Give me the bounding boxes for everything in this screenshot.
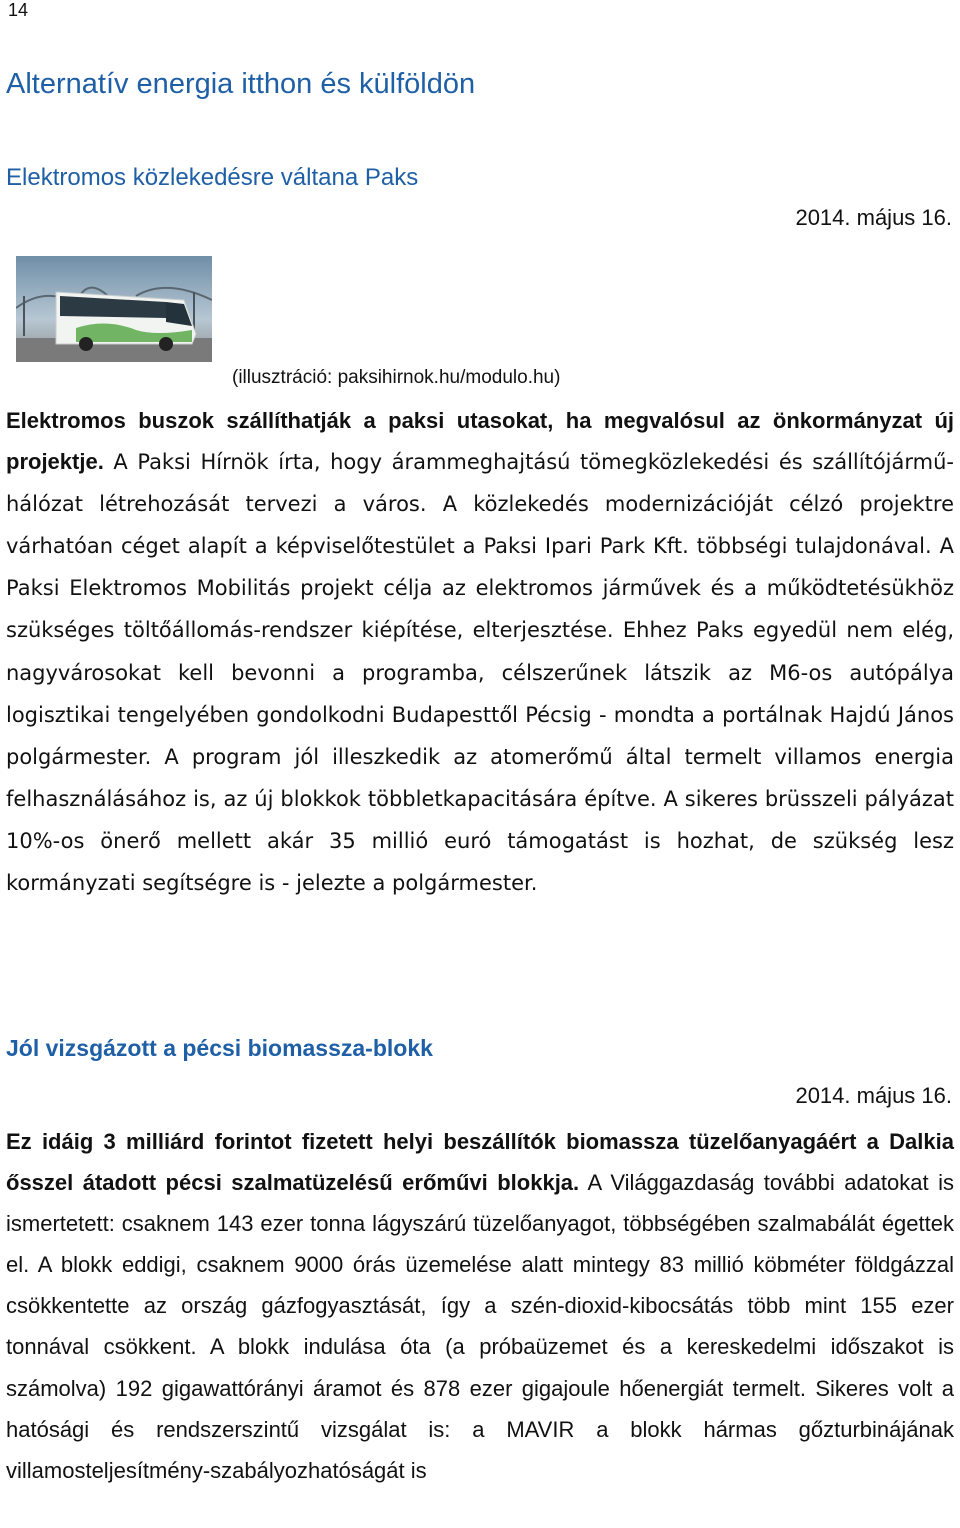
image-caption: (illusztráció: paksihirnok.hu/modulo.hu) [232,367,561,388]
article-date-paks: 2014. május 16. [795,205,952,230]
electric-bus-image [16,256,212,362]
article-text-biomass: A Világgazdaság további adatokat is ismertetett: csaknem 143 ezer tonna lágyszárú tüzelőanyagot, többségében szalmabálát égettek el. A blokk eddigi, csaknem 9000 órás üzemelése alatt mintegy 83 millió köbméter földgázzal csökkentette az ország gázfogyasztását, így a szén-dioxid-kibocsátás több mint 155 ezer tonnával csökkent. A blokk indulása óta (a próbaüzemet és a kereskedelmi időszakot is számolva) 192 gigawattórányi áramot és 878 ezer gigajoule hőenergiát termelt. Sikeres volt a hatósági és rendszerszintű vizsgálat is: a MAVIR a blokk hármas gőzturbinájának villamosteljesítmény-szabályozhatóságát is [6,1170,954,1483]
article-date-biomass: 2014. május 16. [795,1083,952,1108]
article-body-biomass [6,1121,954,1491]
article-lead-paks: Elektromos buszok szállíthatják a paksi utasokat, ha megvalósul az önkormányzat új projektje. [6,408,954,475]
page-title: Alternatív energia itthon és külföldön [6,68,476,100]
article-title-biomass: Jól vizsgázott a pécsi biomassza-blokk [6,1035,433,1061]
page-number: 14 [8,0,29,20]
article-body-paks [6,400,954,904]
article-title-paks: Elektromos közlekedésre váltana Paks [6,164,419,191]
article-lead-biomass: Ez idáig 3 milliárd forintot fizetett helyi beszállítók biomassza tüzelőanyagáért a Dalkia ősszel átadott pécsi szalmatüzelésű erőművi blokkja. [6,1129,954,1196]
article-text-paks: A Paksi Hírnök írta, hogy árammeghajtású tömegközlekedési és szállítójármű-hálózat létrehozását tervezi a város. A közlekedés modernizációját célzó projektre várhatóan céget alapít a képviselőtestület a Paksi Ipari Park Kft. többségi tulajdonával. A Paksi Elektromos Mobilitás projekt célja az elektromos járművek és a működtetésükhöz szükséges töltőállomás-rendszer kiépítése, elterjesztése. Ehhez Paks egyedül nem elég, nagyvárosokat kell bevonni a programba, célszerűnek látszik az M6-os autópálya logisztikai tengelyében gondolkodni Budapesttől Pécsig - mondta a portálnak Hajdú János polgármester. A program jól illeszkedik az atomerőmű által termelt villamos energia felhasználásához is, az új blokkok többletkapacitására építve. A sikeres brüsszeli pályázat 10%-os önerő mellett akár 35 millió euró támogatást is hozhat, de szükség lesz kormányzati segítségre is - jelezte a polgármester. [6,450,954,896]
